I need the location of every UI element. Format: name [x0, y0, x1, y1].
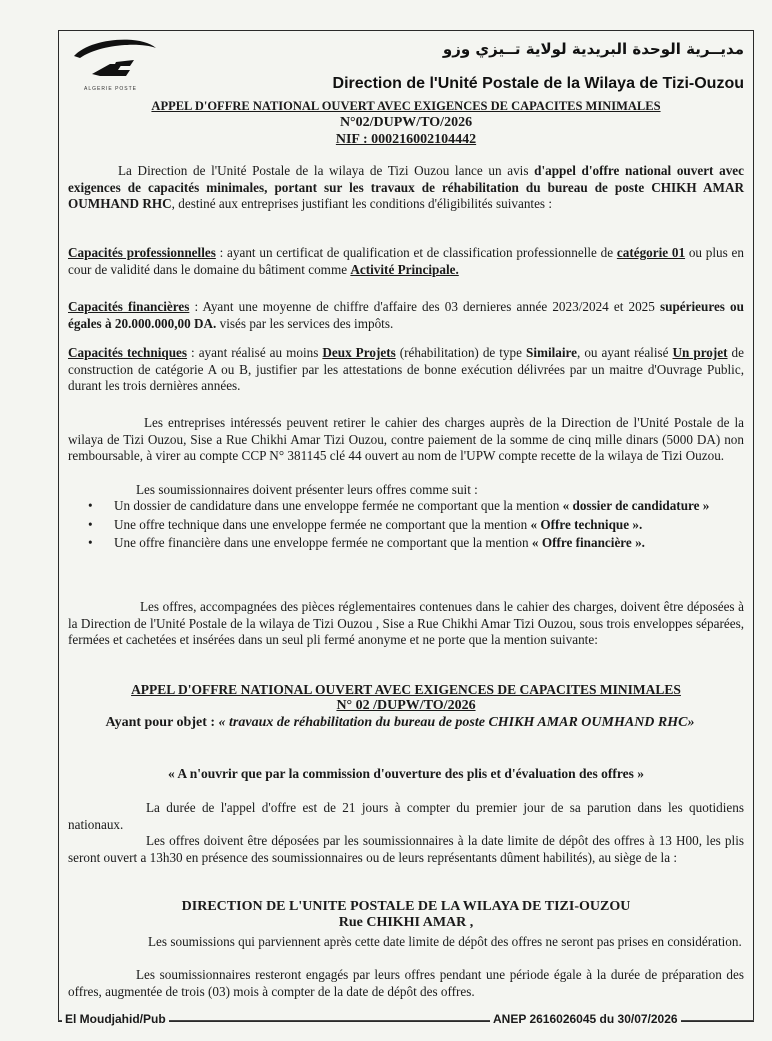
financial-capacity: [68, 299, 744, 332]
professional-capacity: [68, 245, 744, 278]
professional-activity: Activité Principale.: [350, 261, 459, 277]
bullet-mention: « dossier de candidature »: [562, 498, 710, 513]
bullet-item-technique: [88, 516, 770, 534]
header-french-title: Direction de l'Unité Postale de la Wilaya de Tizi-Ouzou: [332, 75, 744, 92]
bullet-dot-icon: •: [88, 516, 93, 532]
bullet-dot-icon: •: [88, 535, 93, 550]
mention-objet: [100, 714, 700, 731]
technical-label: Capacités techniques: [68, 345, 188, 360]
technical-text-d: de construction de catégorie A ou B, justifier par les attestations de bonne exécution délivrées par un maitre d'Ouvrage Public, durant les trois dernières années.: [68, 345, 744, 393]
limite-paragraph: Les offres doivent être déposées par les soumissionnaires à la date limite de dépôt des offres à 13 H00, les plis seront ouvert a 13h30 en présence des soumissionnaires ou de leurs représentants dûment habilités), au siège de la :: [68, 833, 744, 865]
objet-label: Ayant pour objet :: [105, 715, 219, 730]
bullet-dot-icon: •: [88, 498, 93, 513]
notice-number: N°02/DUPW/TO/2026: [339, 115, 473, 130]
engages-paragraph: Les soumissionnaires resteront engagés par leurs offres pendant une période égale à la durée de préparation des offres, augmentée de trois (03) mois à compter de la date de dépôt des offres.: [68, 967, 744, 999]
siege-line2: Rue CHIKHI AMAR ,: [338, 915, 474, 930]
financial-label: Capacités financières: [68, 299, 190, 314]
bullet-text: Une offre technique dans une enveloppe fermée ne comportant que la mention: [114, 516, 531, 532]
professional-text-a: : ayant un certificat de qualification et de classification professionnelle de: [215, 245, 617, 260]
professional-text-b: ou plus en cour de validité dans le domaine du bâtiment comme: [68, 245, 744, 277]
financial-text-c: visés par les services des impôts.: [216, 315, 394, 331]
technical-text-c: , ou ayant réalisé: [577, 345, 673, 360]
bullet-text: Un dossier de candidature dans une enveloppe fermée ne comportant que la mention: [114, 498, 563, 513]
rejet-paragraph: Les soumissions qui parviennent après cette date limite de dépôt des offres ne seront pas prises en considération.: [148, 934, 742, 949]
notice-title: APPEL D'OFFRE NATIONAL OUVERT AVEC EXIGENCES DE CAPACITES MINIMALES: [151, 99, 661, 113]
footer-anep: ANEP 2616026045 du 30/07/2026: [490, 1012, 681, 1026]
bullet-list: [88, 498, 770, 554]
intro-text-b: d'appel d'offre national ouvert avec exigences de capacités minimales, portant sur les travaux de réhabilitation du bureau de poste CHIKH AMAR OUMHAND RHC: [68, 163, 744, 211]
intro-text-a: La Direction de l'Unité Postale de la wilaya de Tizi Ouzou lance un avis: [118, 163, 535, 178]
retrait-paragraph: Les entreprises intéressés peuvent retirer le cahier des charges auprès de la Direction de l'Unité Postale de la wilaya de Tizi Ouzou, Sise a Rue Chikhi Amar Tizi Ouzou, contre paiement de la somme de cinq mille dinars (5000 DA) non remboursable, à virer au compte CCP N° 381145 clé 44 ouvert au nom de l'UPW compte recette de la wilaya de Tizi Ouzou.: [68, 415, 744, 463]
siege-line1: DIRECTION DE L'UNITE POSTALE DE LA WILAYA DE TIZI-OUZOU: [181, 899, 631, 914]
depot-paragraph: Les offres, accompagnées des pièces réglementaires contenues dans le cahier des charges, doivent être déposées à la Direction de l'Unité Postale de la wilaya de Tizi Ouzou , Sise a Rue Chikhi Amar Tizi Ouzou, sous trois enveloppes séparées, fermées et cachetées et insérées dans un seul pli fermé anonyme et ne porte que la mention suivante:: [68, 599, 744, 647]
technical-text-b: (réhabilitation) de type: [395, 345, 526, 360]
technical-text-a: : ayant réalisé au moins: [187, 345, 323, 360]
technical-similar: Similaire: [525, 345, 578, 360]
mention-title: APPEL D'OFFRE NATIONAL OUVERT AVEC EXIGENCES DE CAPACITES MINIMALES: [131, 682, 681, 697]
algerie-poste-logo: [70, 34, 160, 90]
opening-mention: « A n'ouvrir que par la commission d'ouverture des plis et d'évaluation des offres »: [167, 766, 645, 781]
intro-paragraph: [68, 163, 744, 213]
mention-number: N° 02 /DUPW/TO/2026: [336, 698, 476, 713]
bullet-item-dossier: [88, 498, 770, 515]
header-arabic-title: مديــرية الوحدة البريدية لولاية تــيزي وزو: [442, 40, 744, 58]
technical-capacity: [68, 345, 744, 395]
bullet-item-financiere: [88, 535, 770, 552]
bullet-mention: « Offre financière ».: [531, 535, 645, 550]
footer-source: El Moudjahid/Pub: [62, 1012, 169, 1026]
intro-text-c: , destiné aux entreprises justifiant les conditions d'éligibilités suivantes :: [171, 196, 553, 211]
bullet-text: Une offre financière dans une enveloppe fermée ne comportant que la mention: [114, 535, 532, 550]
financial-amount: supérieures ou égales à 20.000.000,00 DA.: [68, 299, 744, 331]
technical-two-projects: Deux Projets: [322, 345, 396, 360]
logo-caption: ALGERIE POSTE: [84, 86, 138, 92]
professional-label: Capacités professionnelles: [68, 245, 216, 260]
professional-category: catégorie 01: [616, 245, 686, 260]
objet-text: « travaux de réhabilitation du bureau de poste CHIKH AMAR OUMHAND RHC»: [218, 715, 695, 730]
duree-paragraph: La durée de l'appel d'offre est de 21 jours à compter du premier jour de sa parution dans les quotidiens nationaux.: [68, 800, 744, 832]
technical-one-project: Un projet: [672, 345, 728, 360]
presenter-paragraph: Les soumissionnaires doivent présenter leurs offres comme suit :: [136, 482, 478, 497]
nif-number: NIF : 000216002104442: [335, 132, 477, 147]
bullet-mention: « Offre technique ».: [530, 516, 643, 532]
financial-text-a: : Ayant une moyenne de chiffre d'affaire des 03 dernieres année 2023/2024 et 2025: [189, 299, 660, 314]
